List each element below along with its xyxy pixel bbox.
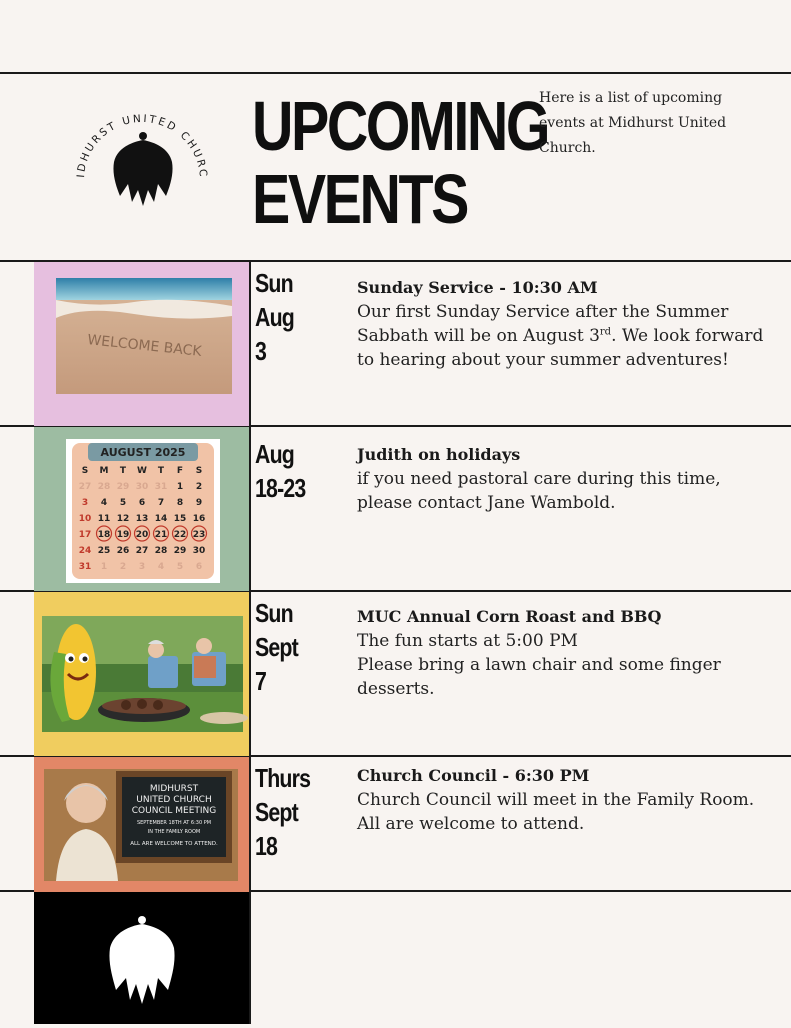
event-description: Church Council will meet in the Family Room. All are welcome to attend. <box>357 790 755 834</box>
calendar-weekday: W <box>137 466 147 476</box>
intro-text: Here is a list of upcoming events at Midhurst United Church. <box>539 90 727 156</box>
calendar-day: 23 <box>192 530 206 540</box>
event-image-calendar <box>34 427 249 591</box>
calendar-day: 28 <box>154 546 168 556</box>
calendar-day: 20 <box>135 530 149 540</box>
calendar-day: 10 <box>78 514 92 524</box>
calendar-weekday: T <box>157 466 165 476</box>
calendar-day: 16 <box>192 514 206 524</box>
calendar-day: 6 <box>195 562 203 572</box>
calendar-day: 24 <box>78 546 92 556</box>
svg-text:UNITED CHURCH: UNITED CHURCH <box>136 795 212 805</box>
calendar-weekday: T <box>119 466 127 476</box>
calendar-day: 17 <box>78 530 92 540</box>
calendar-day: 5 <box>119 498 127 508</box>
column-divider <box>249 260 251 1024</box>
calendar-day: 31 <box>78 562 92 572</box>
event-title: Church Council - 6:30 PM <box>357 766 590 785</box>
welcome-back-text: WELCOME BACK <box>86 332 203 360</box>
svg-text:COUNCIL MEETING: COUNCIL MEETING <box>131 806 217 816</box>
event-description: if you need pastoral care during this time, please contact Jane Wambold. <box>357 469 721 513</box>
event-details <box>357 443 772 515</box>
calendar-day: 2 <box>195 482 203 492</box>
calendar-day: 26 <box>116 546 130 556</box>
dove-icon <box>109 916 174 1004</box>
calendar-day: 14 <box>154 514 168 524</box>
church-logo <box>72 100 212 220</box>
event-image-bbq <box>34 592 249 756</box>
event-details <box>357 605 772 701</box>
event-details <box>357 276 772 372</box>
calendar-day: 5 <box>176 562 184 572</box>
dove-icon <box>113 132 172 206</box>
calendar-day: 25 <box>97 546 111 556</box>
calendar-day: 1 <box>176 482 184 492</box>
footer-logo-block <box>34 892 249 1024</box>
event-description: Our first Sunday Service after the Summer Sabbath will be on August 3rd. We look forward to hearing about your summer adventures! <box>357 302 764 370</box>
event-title: Judith on holidays <box>357 445 521 464</box>
event-title: Sunday Service - 10:30 AM <box>357 278 598 297</box>
event-title: MUC Annual Corn Roast and BBQ <box>357 607 662 626</box>
calendar-day: 12 <box>116 514 130 524</box>
page-title: UPCOMING EVENTS <box>252 87 549 238</box>
calendar-day: 18 <box>97 530 111 540</box>
event-date: Aug 18-23 <box>255 439 306 503</box>
event-details <box>357 764 772 836</box>
calendar-day: 28 <box>97 482 111 492</box>
logo-text: IDHURST UNITED CHURC <box>75 112 210 180</box>
calendar-day: 2 <box>119 562 127 572</box>
calendar-day: 7 <box>157 498 165 508</box>
calendar-day: 30 <box>135 482 149 492</box>
svg-text:SEPTEMBER 18TH AT 6:30 PM: SEPTEMBER 18TH AT 6:30 PM <box>136 820 212 826</box>
calendar-day: 8 <box>176 498 184 508</box>
calendar-day: 27 <box>78 482 92 492</box>
calendar-day: 11 <box>97 514 111 524</box>
calendar-weekday: M <box>99 466 109 476</box>
calendar-day: 30 <box>192 546 206 556</box>
svg-text:IN THE FAMILY ROOM: IN THE FAMILY ROOM <box>147 829 201 835</box>
calendar-day: 3 <box>138 562 146 572</box>
calendar-day: 19 <box>116 530 130 540</box>
event-date: Thurs Sept 18 <box>255 763 311 861</box>
calendar-day: 13 <box>135 514 149 524</box>
svg-text:ALL ARE WELCOME TO ATTEND.: ALL ARE WELCOME TO ATTEND. <box>130 841 218 847</box>
event-date: Sun Aug 3 <box>255 268 294 366</box>
event-description: The fun starts at 5:00 PM Please bring a lawn chair and some finger desserts. <box>357 631 721 699</box>
divider <box>0 72 791 74</box>
svg-text:MIDHURST: MIDHURST <box>149 784 199 794</box>
calendar-day: 9 <box>195 498 203 508</box>
calendar-day: 15 <box>173 514 187 524</box>
calendar-day: 27 <box>135 546 149 556</box>
event-date: Sun Sept 7 <box>255 598 298 696</box>
calendar-weekday: S <box>195 466 203 476</box>
calendar-day: 29 <box>116 482 130 492</box>
calendar-day: 3 <box>81 498 89 508</box>
calendar-weekday: S <box>81 466 89 476</box>
calendar-day: 22 <box>173 530 187 540</box>
calendar-day: 1 <box>100 562 108 572</box>
calendar-day: 21 <box>154 530 168 540</box>
calendar-day: 31 <box>154 482 168 492</box>
calendar-day: 4 <box>100 498 108 508</box>
event-image-welcome-back <box>34 262 249 426</box>
calendar-title: AUGUST 2025 <box>100 446 186 459</box>
calendar-weekday: F <box>176 466 184 476</box>
calendar-day: 6 <box>138 498 146 508</box>
calendar-day: 4 <box>157 562 165 572</box>
calendar-day: 29 <box>173 546 187 556</box>
